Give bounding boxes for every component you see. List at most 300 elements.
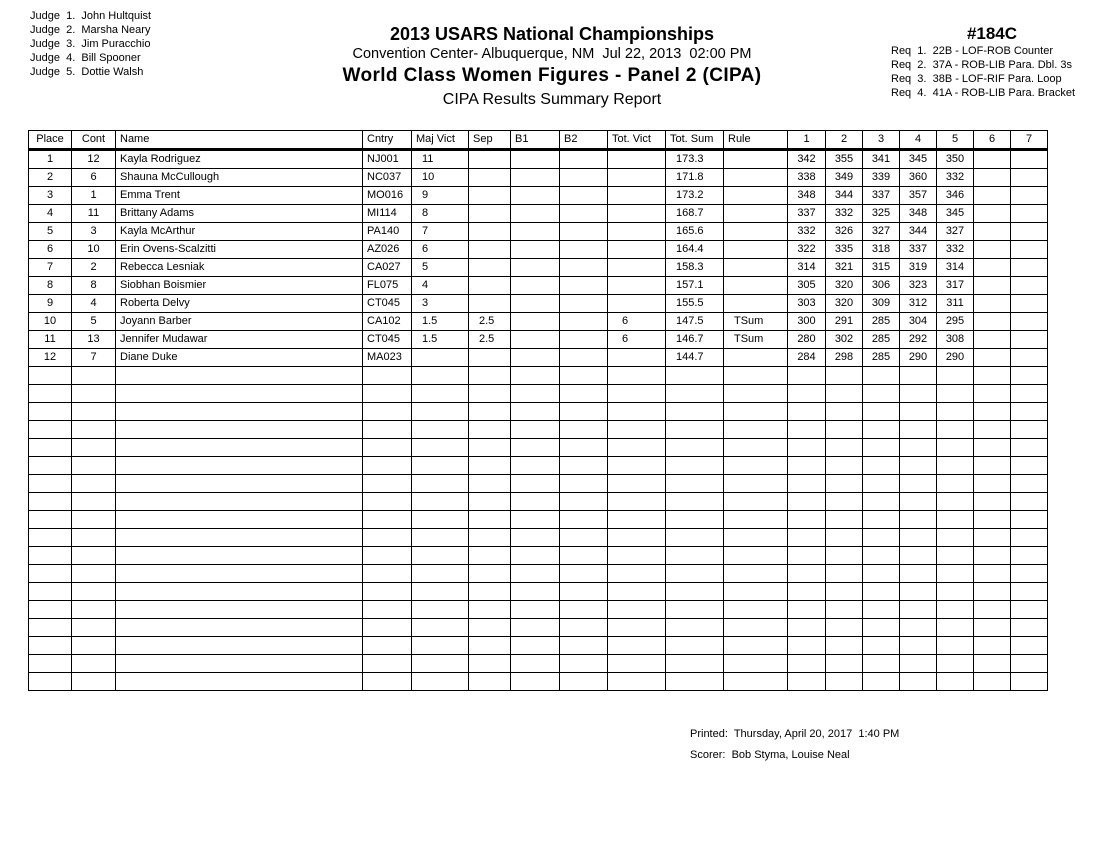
- cell-b2: [560, 619, 608, 637]
- cell-maj-vict: 3: [412, 295, 469, 313]
- cell-tot-sum: [666, 655, 724, 673]
- cell-place: [29, 637, 72, 655]
- cell-maj-vict: 1.5: [412, 331, 469, 349]
- cell-judge-2: 332: [826, 205, 863, 223]
- cell-cont: [72, 583, 116, 601]
- cell-rule: [724, 150, 788, 169]
- cell-judge-6: [974, 619, 1011, 637]
- cell-b2: [560, 403, 608, 421]
- cell-judge-3: [863, 583, 900, 601]
- cell-maj-vict: 11: [412, 150, 469, 169]
- cell-cntry: [363, 547, 412, 565]
- cell-judge-2: [826, 493, 863, 511]
- cell-b1: [511, 439, 560, 457]
- cell-judge-4: [900, 403, 937, 421]
- cell-sep: [469, 349, 511, 367]
- cell-sep: [469, 169, 511, 187]
- cell-tot-sum: [666, 529, 724, 547]
- cell-maj-vict: 10: [412, 169, 469, 187]
- cell-b1: [511, 150, 560, 169]
- cell-judge-2: [826, 619, 863, 637]
- cell-name: [116, 601, 363, 619]
- cell-tot-sum: [666, 547, 724, 565]
- column-header-b1: B1: [511, 131, 560, 150]
- cell-rule: [724, 205, 788, 223]
- cell-rule: [724, 385, 788, 403]
- cell-judge-2: [826, 475, 863, 493]
- cell-b1: [511, 277, 560, 295]
- cell-judge-4: 304: [900, 313, 937, 331]
- cell-tot-sum: [666, 367, 724, 385]
- cell-cont: 8: [72, 277, 116, 295]
- cell-place: [29, 529, 72, 547]
- cell-judge-2: 355: [826, 150, 863, 169]
- cell-tot-vict: [608, 529, 666, 547]
- cell-cntry: [363, 403, 412, 421]
- cell-tot-sum: [666, 601, 724, 619]
- cell-sep: [469, 223, 511, 241]
- cell-judge-2: [826, 403, 863, 421]
- cell-cont: [72, 529, 116, 547]
- cell-tot-vict: [608, 169, 666, 187]
- cell-rule: [724, 493, 788, 511]
- cell-judge-4: [900, 529, 937, 547]
- table-header-row: [29, 131, 1048, 150]
- cell-sep: [469, 529, 511, 547]
- cell-judge-1: 303: [788, 295, 826, 313]
- cell-tot-sum: [666, 475, 724, 493]
- cell-judge-1: [788, 403, 826, 421]
- cell-judge-6: [974, 331, 1011, 349]
- cell-b2: [560, 295, 608, 313]
- cell-rule: [724, 547, 788, 565]
- cell-judge-2: [826, 655, 863, 673]
- cell-b1: [511, 493, 560, 511]
- cell-b2: [560, 313, 608, 331]
- cell-name: [116, 475, 363, 493]
- cell-b2: [560, 565, 608, 583]
- cell-maj-vict: [412, 385, 469, 403]
- cell-rule: [724, 619, 788, 637]
- cell-judge-3: [863, 403, 900, 421]
- cell-sep: [469, 241, 511, 259]
- cell-cont: [72, 655, 116, 673]
- cell-cont: 7: [72, 349, 116, 367]
- cell-tot-sum: 146.7: [666, 331, 724, 349]
- cell-rule: TSum: [724, 313, 788, 331]
- cell-judge-4: 337: [900, 241, 937, 259]
- cell-cont: 11: [72, 205, 116, 223]
- table-row: [29, 205, 1048, 223]
- cell-b2: [560, 529, 608, 547]
- cell-b1: [511, 403, 560, 421]
- cell-judge-4: [900, 457, 937, 475]
- cell-judge-1: 280: [788, 331, 826, 349]
- cell-cntry: PA140: [363, 223, 412, 241]
- cell-judge-3: [863, 601, 900, 619]
- cell-cont: [72, 637, 116, 655]
- cell-maj-vict: [412, 601, 469, 619]
- cell-judge-1: [788, 601, 826, 619]
- column-header-b2: B2: [560, 131, 608, 150]
- cell-judge-1: [788, 673, 826, 691]
- cell-rule: [724, 439, 788, 457]
- cell-tot-sum: [666, 673, 724, 691]
- cell-judge-1: 314: [788, 259, 826, 277]
- cell-sep: [469, 150, 511, 169]
- cell-tot-sum: [666, 385, 724, 403]
- cell-judge-7: [1011, 349, 1048, 367]
- cell-tot-vict: [608, 403, 666, 421]
- cell-judge-2: 320: [826, 277, 863, 295]
- cell-name: [116, 655, 363, 673]
- cell-b1: [511, 367, 560, 385]
- cell-judge-6: [974, 223, 1011, 241]
- cell-b2: [560, 385, 608, 403]
- cell-b1: [511, 547, 560, 565]
- cell-judge-2: [826, 457, 863, 475]
- cell-maj-vict: 4: [412, 277, 469, 295]
- cell-b2: [560, 583, 608, 601]
- cell-judge-2: [826, 529, 863, 547]
- cell-cont: [72, 619, 116, 637]
- cell-judge-7: [1011, 205, 1048, 223]
- cell-cntry: NJ001: [363, 150, 412, 169]
- cell-judge-1: [788, 475, 826, 493]
- championship-title: 2013 USARS National Championships: [389, 24, 715, 44]
- cell-judge-3: 327: [863, 223, 900, 241]
- column-header-judge-5: 5: [937, 131, 974, 150]
- cell-judge-3: 341: [863, 150, 900, 169]
- cell-judge-5: 345: [937, 205, 974, 223]
- cell-cont: [72, 565, 116, 583]
- table-row: [29, 331, 1048, 349]
- cell-tot-sum: [666, 583, 724, 601]
- cell-cont: 4: [72, 295, 116, 313]
- cell-maj-vict: [412, 439, 469, 457]
- cell-b2: [560, 457, 608, 475]
- cell-rule: [724, 223, 788, 241]
- cell-tot-vict: [608, 547, 666, 565]
- cell-place: [29, 511, 72, 529]
- cell-tot-sum: 157.1: [666, 277, 724, 295]
- cell-judge-1: 342: [788, 150, 826, 169]
- cell-cntry: [363, 493, 412, 511]
- cell-sep: [469, 637, 511, 655]
- cell-judge-7: [1011, 313, 1048, 331]
- cell-cont: 6: [72, 169, 116, 187]
- cell-name: [116, 511, 363, 529]
- cell-cntry: [363, 565, 412, 583]
- cell-cntry: [363, 421, 412, 439]
- cell-sep: [469, 475, 511, 493]
- cell-judge-7: [1011, 367, 1048, 385]
- cell-judge-7: [1011, 619, 1048, 637]
- cell-judge-6: [974, 169, 1011, 187]
- empty-table-row: [29, 547, 1048, 565]
- cell-place: [29, 475, 72, 493]
- cell-b1: [511, 655, 560, 673]
- cell-cntry: [363, 439, 412, 457]
- cell-tot-sum: [666, 421, 724, 439]
- cell-b2: [560, 241, 608, 259]
- cell-place: [29, 601, 72, 619]
- cell-judge-3: 315: [863, 259, 900, 277]
- empty-table-row: [29, 493, 1048, 511]
- cell-judge-6: [974, 529, 1011, 547]
- cell-maj-vict: 9: [412, 187, 469, 205]
- cell-judge-1: 300: [788, 313, 826, 331]
- judge-entry: Judge 5. Dottie Walsh: [30, 66, 144, 78]
- cell-judge-7: [1011, 277, 1048, 295]
- cell-cntry: FL075: [363, 277, 412, 295]
- cell-b1: [511, 637, 560, 655]
- cell-tot-vict: [608, 457, 666, 475]
- cell-judge-1: [788, 637, 826, 655]
- cell-judge-2: [826, 673, 863, 691]
- cell-judge-6: [974, 547, 1011, 565]
- cell-b1: [511, 457, 560, 475]
- cell-name: Shauna McCullough: [116, 169, 363, 187]
- cell-b1: [511, 205, 560, 223]
- column-header-judge-4: 4: [900, 131, 937, 150]
- cell-name: Siobhan Boismier: [116, 277, 363, 295]
- cell-judge-3: [863, 475, 900, 493]
- cell-tot-vict: [608, 277, 666, 295]
- cell-tot-sum: 164.4: [666, 241, 724, 259]
- cell-judge-6: [974, 655, 1011, 673]
- cell-cntry: [363, 475, 412, 493]
- cell-rule: [724, 583, 788, 601]
- cell-judge-6: [974, 673, 1011, 691]
- cell-judge-7: [1011, 601, 1048, 619]
- cell-place: 5: [29, 223, 72, 241]
- cell-rule: [724, 673, 788, 691]
- cell-b1: [511, 295, 560, 313]
- cell-name: [116, 565, 363, 583]
- cell-name: [116, 493, 363, 511]
- cell-sep: [469, 655, 511, 673]
- cell-judge-4: [900, 565, 937, 583]
- cell-judge-2: 344: [826, 187, 863, 205]
- cell-cont: 2: [72, 259, 116, 277]
- judge-entry: Judge 4. Bill Spooner: [30, 52, 141, 64]
- cell-judge-1: 332: [788, 223, 826, 241]
- cell-judge-5: [937, 619, 974, 637]
- cell-judge-6: [974, 349, 1011, 367]
- cell-sep: [469, 277, 511, 295]
- cell-name: Emma Trent: [116, 187, 363, 205]
- cell-maj-vict: 6: [412, 241, 469, 259]
- cell-judge-1: [788, 385, 826, 403]
- empty-table-row: [29, 565, 1048, 583]
- table-row: [29, 187, 1048, 205]
- cell-place: 6: [29, 241, 72, 259]
- cell-b2: [560, 205, 608, 223]
- cell-judge-6: [974, 367, 1011, 385]
- cell-judge-4: [900, 385, 937, 403]
- judge-entry: Judge 2. Marsha Neary: [30, 24, 151, 36]
- cell-judge-5: [937, 655, 974, 673]
- cell-sep: [469, 403, 511, 421]
- cell-rule: [724, 277, 788, 295]
- cell-judge-4: 290: [900, 349, 937, 367]
- cell-cntry: [363, 637, 412, 655]
- cell-judge-5: [937, 511, 974, 529]
- cell-judge-7: [1011, 421, 1048, 439]
- cell-tot-vict: [608, 673, 666, 691]
- cell-rule: [724, 601, 788, 619]
- cell-place: [29, 619, 72, 637]
- cell-tot-sum: 168.7: [666, 205, 724, 223]
- cell-judge-4: [900, 493, 937, 511]
- cell-rule: [724, 169, 788, 187]
- cell-b1: [511, 241, 560, 259]
- cell-place: 1: [29, 150, 72, 169]
- cell-judge-3: 337: [863, 187, 900, 205]
- scorer-names: Scorer: Bob Styma, Louise Neal: [690, 749, 850, 761]
- cell-place: [29, 655, 72, 673]
- cell-judge-7: [1011, 565, 1048, 583]
- cell-b1: [511, 331, 560, 349]
- table-row: [29, 277, 1048, 295]
- cell-judge-5: [937, 439, 974, 457]
- cell-b2: [560, 223, 608, 241]
- cell-cntry: NC037: [363, 169, 412, 187]
- empty-table-row: [29, 637, 1048, 655]
- column-header-tot-vict: Tot. Vict: [608, 131, 666, 150]
- table-row: [29, 349, 1048, 367]
- cell-maj-vict: [412, 637, 469, 655]
- cell-name: [116, 421, 363, 439]
- cell-judge-3: 318: [863, 241, 900, 259]
- cell-tot-vict: [608, 421, 666, 439]
- cell-judge-7: [1011, 547, 1048, 565]
- cell-judge-7: [1011, 583, 1048, 601]
- cell-name: [116, 637, 363, 655]
- cell-tot-sum: 171.8: [666, 169, 724, 187]
- cell-judge-2: 291: [826, 313, 863, 331]
- cell-judge-1: [788, 547, 826, 565]
- cell-place: [29, 457, 72, 475]
- table-row: [29, 169, 1048, 187]
- cell-judge-6: [974, 601, 1011, 619]
- cell-cont: [72, 403, 116, 421]
- cell-judge-1: 348: [788, 187, 826, 205]
- cell-name: Roberta Delvy: [116, 295, 363, 313]
- cell-maj-vict: [412, 421, 469, 439]
- cell-judge-2: [826, 385, 863, 403]
- cell-judge-4: [900, 637, 937, 655]
- cell-tot-sum: [666, 493, 724, 511]
- empty-table-row: [29, 421, 1048, 439]
- cell-judge-6: [974, 421, 1011, 439]
- cell-judge-7: [1011, 223, 1048, 241]
- cell-judge-2: [826, 601, 863, 619]
- cell-judge-4: [900, 439, 937, 457]
- cell-cntry: [363, 673, 412, 691]
- cell-sep: [469, 295, 511, 313]
- cell-sep: [469, 619, 511, 637]
- cell-judge-7: [1011, 241, 1048, 259]
- cell-sep: [469, 421, 511, 439]
- cell-tot-vict: [608, 439, 666, 457]
- table-row: [29, 295, 1048, 313]
- cell-place: 11: [29, 331, 72, 349]
- cell-cntry: CT045: [363, 295, 412, 313]
- cell-judge-2: 321: [826, 259, 863, 277]
- cell-cntry: CT045: [363, 331, 412, 349]
- cell-judge-1: [788, 619, 826, 637]
- cell-judge-5: [937, 403, 974, 421]
- cell-judge-1: [788, 511, 826, 529]
- cell-place: 4: [29, 205, 72, 223]
- cell-judge-6: [974, 493, 1011, 511]
- cell-cont: [72, 493, 116, 511]
- cell-judge-5: [937, 673, 974, 691]
- judge-entry: Judge 3. Jim Puracchio: [30, 38, 151, 50]
- column-header-cntry: Cntry: [363, 131, 412, 150]
- cell-maj-vict: [412, 403, 469, 421]
- cell-judge-5: 311: [937, 295, 974, 313]
- cell-judge-7: [1011, 655, 1048, 673]
- cell-tot-sum: 165.6: [666, 223, 724, 241]
- cell-place: 2: [29, 169, 72, 187]
- cell-sep: [469, 439, 511, 457]
- cell-judge-5: 295: [937, 313, 974, 331]
- cell-b2: [560, 187, 608, 205]
- cell-judge-5: 332: [937, 169, 974, 187]
- cell-judge-4: 292: [900, 331, 937, 349]
- cell-tot-vict: [608, 493, 666, 511]
- requirements-list: [891, 44, 1075, 100]
- cell-judge-7: [1011, 511, 1048, 529]
- cell-name: Brittany Adams: [116, 205, 363, 223]
- cell-maj-vict: [412, 367, 469, 385]
- cell-b2: [560, 349, 608, 367]
- cell-maj-vict: 5: [412, 259, 469, 277]
- column-header-cont: Cont: [72, 131, 116, 150]
- cell-judge-1: 322: [788, 241, 826, 259]
- cell-tot-vict: [608, 367, 666, 385]
- cell-name: [116, 403, 363, 421]
- empty-table-row: [29, 385, 1048, 403]
- cell-judge-3: 285: [863, 331, 900, 349]
- cell-cont: [72, 601, 116, 619]
- cell-b1: [511, 349, 560, 367]
- cell-maj-vict: [412, 511, 469, 529]
- empty-table-row: [29, 475, 1048, 493]
- cell-tot-sum: [666, 457, 724, 475]
- cell-rule: [724, 295, 788, 313]
- cell-place: 10: [29, 313, 72, 331]
- cell-tot-vict: [608, 223, 666, 241]
- cell-rule: [724, 529, 788, 547]
- cell-judge-5: [937, 565, 974, 583]
- results-table: [28, 130, 1048, 691]
- cell-b1: [511, 223, 560, 241]
- cell-judge-7: [1011, 439, 1048, 457]
- cell-judge-1: [788, 565, 826, 583]
- cell-sep: [469, 493, 511, 511]
- cell-b1: [511, 421, 560, 439]
- cell-judge-7: [1011, 457, 1048, 475]
- column-header-judge-6: 6: [974, 131, 1011, 150]
- cell-judge-3: [863, 439, 900, 457]
- cell-judge-4: 312: [900, 295, 937, 313]
- cell-judge-1: [788, 439, 826, 457]
- cell-cont: [72, 475, 116, 493]
